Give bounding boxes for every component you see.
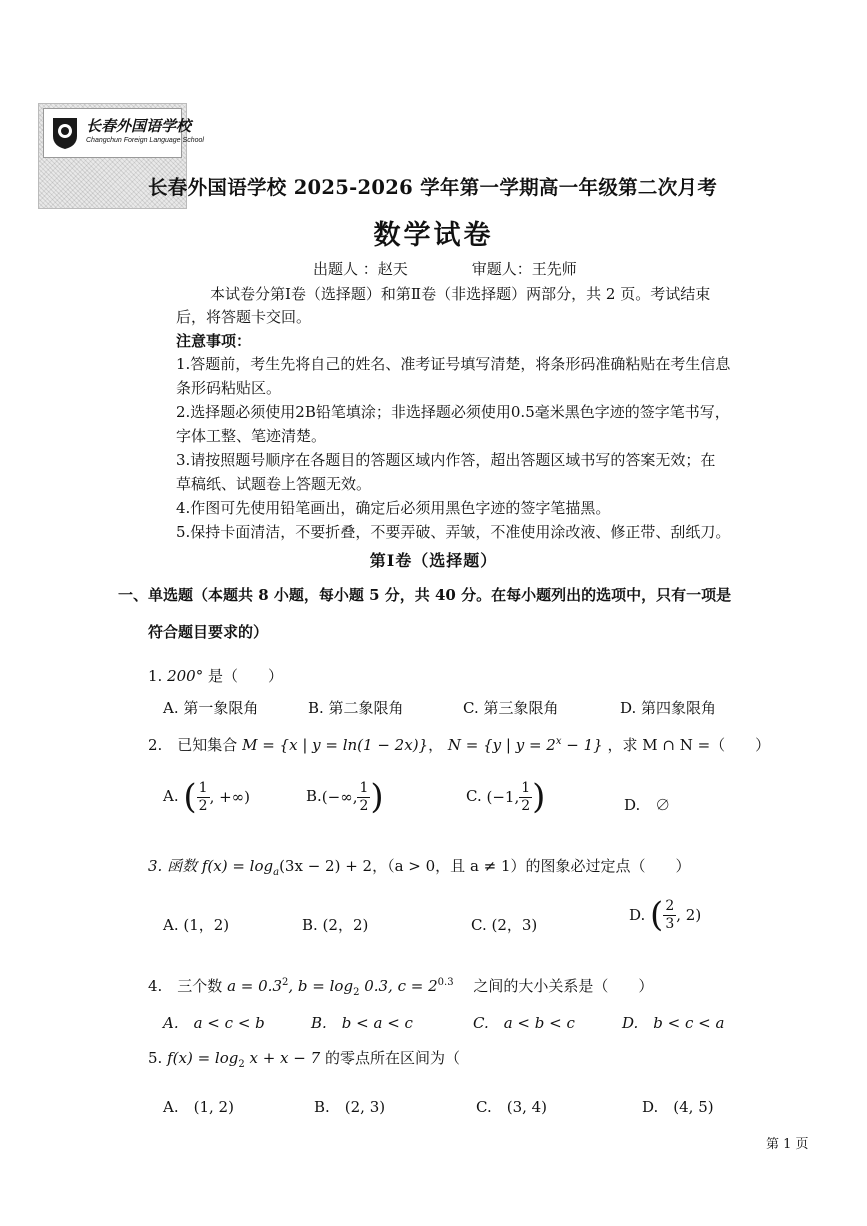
q2-set-n-end: − 1} [561,736,603,754]
question-4 [148,975,653,998]
q3-d-frac [663,898,676,931]
q2-option-c [466,777,546,817]
q4-math-c: 0.3, c = 2 [359,977,438,995]
page-number: 第 1 页 [766,1137,809,1152]
q4-option-b: B. b < a < c [311,1014,413,1032]
q1-option-a: A. 第一象限角 [163,699,259,717]
note-line: 2.选择题必须使用2B铅笔填涂；非选择题必须使用0.5毫米黑色字迹的签字笔书写， [176,403,730,421]
q2-prefix: 2. 已知集合 [148,736,238,754]
q3-d-right: , 2) [676,906,702,924]
q1-number: 1. [148,667,163,685]
question-2 [148,734,770,755]
q1-suffix: 是（ ） [208,667,284,685]
q2-ask: ，求 M ∩ N =（ ） [607,736,771,754]
q3-stem: 3. 函数 f(x) = log [148,857,274,875]
q3-option-b: B. (2，2) [302,916,369,934]
q2-a-left: ( [183,777,197,817]
q3-option-a: A. (1，2) [163,916,230,934]
q2-a-label: A. [163,787,179,805]
school-title: 长春外国语学校 2025-2026 学年第一学期高一年级第二次月考 [148,176,718,199]
q2-c-label: C. [466,787,482,805]
q5-math: f(x) = log [167,1049,239,1067]
school-emblem-icon [50,116,80,150]
q2-a-right: , +∞) [209,788,251,806]
q3-option-c: C. (2，3) [471,916,538,934]
q5-option-c: C. (3, 4) [476,1098,548,1116]
note-line: 3.请按照题号顺序在各题目的答题区域内作答，超出答题区域书写的答案无效；在 [176,451,716,469]
reviewer-label: 审题人：王先师 [471,260,577,278]
q2-set-n-base: N = {y | y = 2 [447,736,556,754]
section-title: 第Ⅰ卷（选择题） [369,551,498,570]
part-heading-cont: 符合题目要求的） [148,623,269,641]
q2-c-right: ) [532,777,546,817]
q4-math-a: a = 0.3 [227,977,282,995]
q1-option-d: D. 第四象限角 [620,699,717,717]
q4-option-c: C. a < b < c [473,1014,575,1032]
q5-option-d: D. (4, 5) [642,1098,714,1116]
q4-prefix: 4. 三个数 [148,977,223,995]
note-line: 4.作图可先使用铅笔画出，确定后必须用黑色字迹的签字笔描黑。 [176,499,611,517]
q5-option-b: B. (2, 3) [314,1098,386,1116]
note-line: 草稿纸、试题卷上答题无效。 [176,475,372,493]
part-heading: 一、单选题（本题共 8 小题，每小题 5 分，共 40 分。在每小题列出的选项中，只有一项是 [118,586,732,604]
q5-math2: x + x − 7 [244,1049,321,1067]
q3-d-num: 2 [665,898,675,915]
logo-subtext: Changchun Foreign Language School [86,137,204,144]
q4-exp-c: 0.3 [437,977,454,988]
question-5 [148,1047,460,1070]
logo-text: 长春外国语学校 [86,117,192,135]
q2-c-den: 2 [521,797,531,814]
q2-set-n-exp: x [555,736,562,747]
q2-c-frac [519,780,532,813]
authors-line [313,258,577,279]
q2-set-n [448,736,603,754]
q3-stem-rest: (3x − 2) + 2，（a > 0，且 a ≠ 1）的图象必过定点（ ） [279,857,691,875]
q2-b-label: B. [306,787,322,805]
q4-suffix: 之间的大小关系是（ ） [458,977,654,995]
q4-option-d: D. b < c < a [622,1014,725,1032]
q2-b-num: 1 [359,780,369,797]
q3-stem-sub: a [273,867,280,878]
q2-b-den: 2 [359,797,369,814]
question-3 [148,855,691,878]
q2-c-left: (−1, [486,788,520,806]
q4-option-a: A. a < c < b [163,1014,265,1032]
q2-set-m: M = {x | y = ln(1 − 2x)} [242,736,429,754]
q2-option-d: D. ∅ [624,796,671,814]
q4-sub-b: 2 [353,987,360,998]
q1-option-c: C. 第三象限角 [463,699,559,717]
author-label: 出题人 ：赵天 [313,260,408,278]
q2-a-frac [197,780,210,813]
q5-sub: 2 [238,1059,245,1070]
q4-math-b: , b = log [288,977,354,995]
note-line: 1.答题前，考生先将自己的姓名、准考证号填写清楚，将条形码准确粘贴在考生信息 [176,355,731,373]
note-line: 条形码粘贴区。 [176,379,282,397]
note-line: 5.保持卡面清洁，不要折叠，不要弄破、弄皱，不准使用涂改液、修正带、刮纸刀。 [176,523,731,541]
q2-c-num: 1 [521,780,531,797]
q3-option-d: D. ( $\frac{2}{3}$ , 2) [629,895,702,935]
q2-a-num: 1 [198,780,208,797]
q5-option-a: A. (1, 2) [163,1098,234,1116]
note-line: 字体工整、笔迹清楚。 [176,427,327,445]
q2-a-den: 2 [198,797,208,814]
q2-b-left: (−∞, [321,788,358,806]
q3-d-den: 3 [665,915,675,932]
q5-prefix: 5. [148,1049,163,1067]
q2-option-b [306,777,384,817]
q2-option-a [163,777,251,817]
intro-line-2: 后，将答题卡交回。 [176,308,312,326]
intro-line-1: 本试卷分第Ⅰ卷（选择题）和第Ⅱ卷（非选择题）两部分，共 2 页。考试结束 [210,285,711,303]
exam-title: 数学试卷 [373,220,494,251]
q4-exp-a: 2 [282,977,289,988]
notes-title: 注意事项： [176,332,252,350]
q2-b-frac [357,780,370,813]
q2-b-right: ) [370,777,384,817]
question-1 [148,665,283,686]
q3-d-label: D. [629,906,646,924]
q2-sep: ， [428,736,444,754]
q1-option-b: B. 第二象限角 [308,699,404,717]
q1-value: 200° [167,667,204,685]
logo-badge [43,108,204,158]
q5-suffix: 的零点所在区间为（ [320,1049,460,1067]
